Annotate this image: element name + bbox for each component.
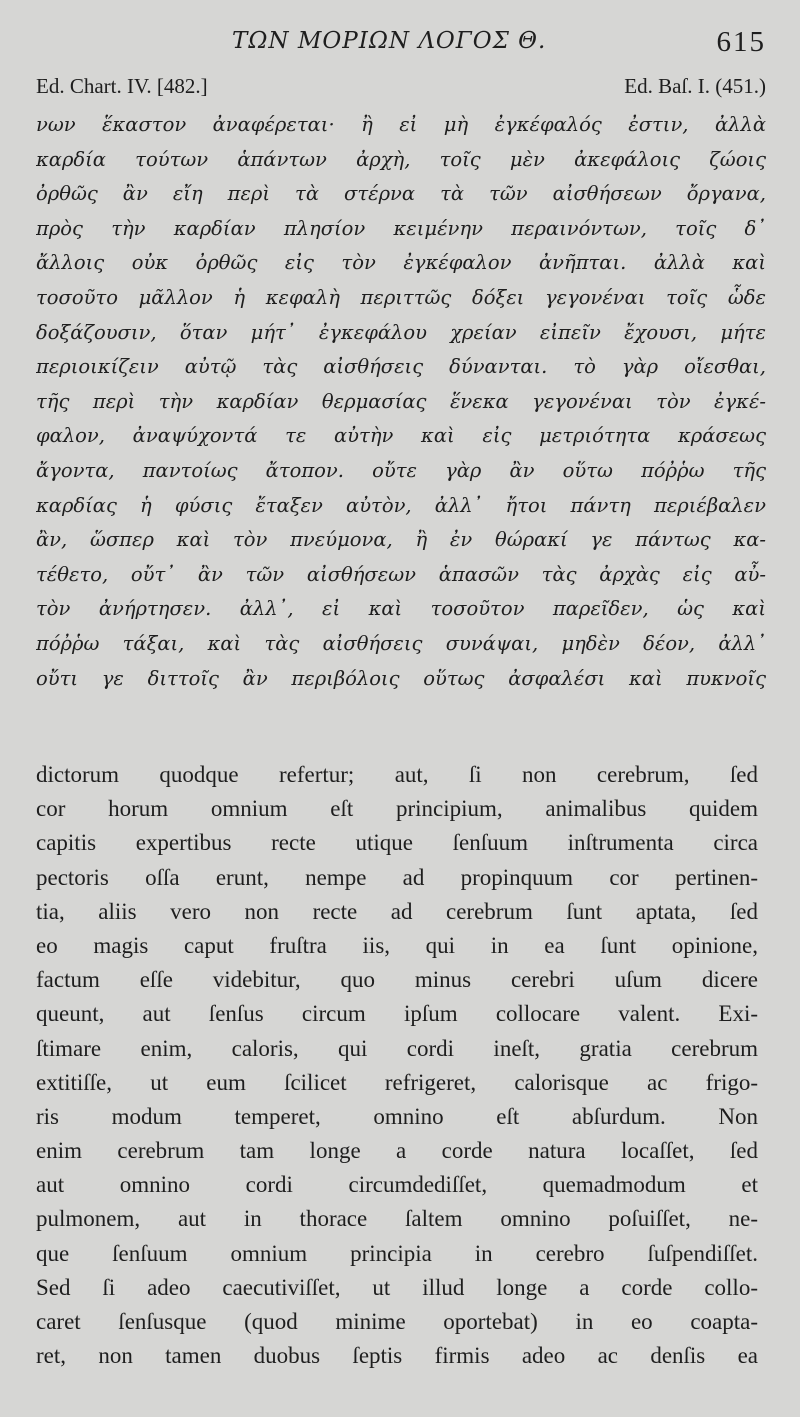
greek-line: τέθετο, οὔτ᾽ ἂν τῶν αἰσθήσεων ἁπασῶν τὰς ἀρχὰς εἰς αὖ-: [36, 562, 766, 586]
greek-line: ἄλλοις οὐκ ὀρθῶς εἰς τὸν ἐγκέφαλον ἀνῆπται. ἀλλὰ καὶ: [36, 251, 766, 275]
greek-line: τοσοῦτο μᾶλλον ἡ κεφαλὴ περιττῶς δόξει γεγονέναι τοῖς ὧδε: [36, 285, 766, 309]
greek-line: φαλον, ἀναψύχοντά τε αὐτὴν καὶ εἰς μετριότητα κράσεως: [36, 424, 766, 448]
page-number: 615: [716, 26, 766, 58]
greek-line: ἂν, ὥσπερ καὶ τὸν πνεύμονα, ἢ ἐν θώρακί γε πάντως κα-: [36, 528, 766, 552]
latin-text-block: [36, 758, 758, 1373]
latin-line: Sed ſi adeo caecutiviſſet, ut illud longe a corde collo-: [36, 1274, 758, 1300]
latin-line: enim cerebrum tam longe a corde natura locaſſet, ſed: [36, 1138, 758, 1164]
greek-line: τῆς περὶ τὴν καρδίαν θερμασίας ἕνεκα γεγονέναι τὸν ἐγκέ-: [36, 389, 766, 413]
greek-line: περιοικίζειν αὐτῷ τὰς αἰσθήσεις δύνανται. τὸ γὰρ οἴεσθαι,: [36, 355, 766, 379]
latin-line: dictorum quodque refertur; aut, ſi non cerebrum, ſed: [36, 762, 758, 787]
latin-line: tia, aliis vero non recte ad cerebrum ſunt aptata, ſed: [36, 898, 758, 924]
latin-line: eo magis caput fruſtra iis, qui in ea ſunt opinione,: [36, 932, 758, 958]
greek-text-block: [36, 108, 766, 696]
running-title: ΤΩΝ ΜΟΡΙΩΝ ΛΟΓΟΣ Θ.: [232, 28, 547, 54]
greek-line: καρδία τούτων ἁπάντων ἀρχὴ, τοῖς μὲν ἀκεφάλοις ζώοις: [36, 147, 766, 171]
latin-line: ret, non tamen duobus ſeptis firmis adeo ac denſis ea: [36, 1343, 758, 1369]
latin-line: factum eſſe videbitur, quo minus cerebri uſum dicere: [36, 967, 758, 993]
latin-line: extitiſſe, ut eum ſcilicet refrigeret, calorisque ac frigo-: [36, 1069, 758, 1095]
latin-line: capitis expertibus recte utique ſenſuum inſtrumenta circa: [36, 830, 758, 856]
greek-line: πόῤῥω τάξαι, καὶ τὰς αἰσθήσεις συνάψαι, μηδὲν δέον, ἀλλ᾽: [36, 631, 766, 655]
edition-reference-line: [36, 74, 766, 104]
latin-line: cor horum omnium eſt principium, animalibus quidem: [36, 796, 758, 822]
edition-chart-reference: Ed. Chart. IV. [482.]: [36, 74, 208, 98]
latin-line: caret ſenſusque (quod minime oportebat) in eo coapta-: [36, 1309, 758, 1334]
latin-line: ſtimare enim, caloris, qui cordi ineſt, gratia cerebrum: [36, 1035, 758, 1061]
latin-line: ris modum temperet, omnino eſt abſurdum. Non: [36, 1103, 758, 1129]
greek-line: νων ἕκαστον ἀναφέρεται· ἢ εἰ μὴ ἐγκέφαλός ἐστιν, ἀλλὰ: [36, 113, 766, 136]
running-head: [0, 22, 800, 62]
greek-line: ἄγοντα, παντοίως ἄτοπον. οὔτε γὰρ ἂν οὕτω πόῤῥω τῆς: [36, 458, 766, 482]
greek-line: τὸν ἀνήρτησεν. ἀλλ᾽, εἰ καὶ τοσοῦτον παρεῖδεν, ὡς καὶ: [36, 597, 766, 621]
edition-basel-reference: Ed. Baſ. I. (451.): [624, 74, 766, 98]
greek-line: πρὸς τὴν καρδίαν πλησίον κειμένην περαινόντων, τοῖς δ᾽: [36, 216, 766, 240]
greek-line: ὀρθῶς ἂν εἴη περὶ τὰ στέρνα τὰ τῶν αἰσθήσεων ὄργανα,: [36, 182, 766, 206]
greek-line: οὔτι γε διττοῖς ἂν περιβόλοις οὕτως ἀσφαλέσι καὶ πυκνοῖς: [36, 666, 766, 690]
greek-line: δοξάζουσιν, ὅταν μήτ᾽ ἐγκεφάλου χρείαν εἰπεῖν ἔχουσι, μήτε: [36, 320, 766, 344]
latin-line: pulmonem, aut in thorace ſaltem omnino poſuiſſet, ne-: [36, 1206, 758, 1232]
latin-line: pectoris oſſa erunt, nempe ad propinquum cor pertinen-: [36, 864, 758, 890]
latin-line: queunt, aut ſenſus circum ipſum collocare valent. Exi-: [36, 1001, 758, 1027]
latin-line: aut omnino cordi circumdediſſet, quemadmodum et: [36, 1172, 758, 1198]
greek-line: καρδίας ἡ φύσις ἔταξεν αὐτὸν, ἀλλ᾽ ἤτοι πάντη περιέβαλεν: [36, 493, 766, 517]
latin-line: que ſenſuum omnium principia in cerebro ſuſpendiſſet.: [36, 1240, 758, 1266]
